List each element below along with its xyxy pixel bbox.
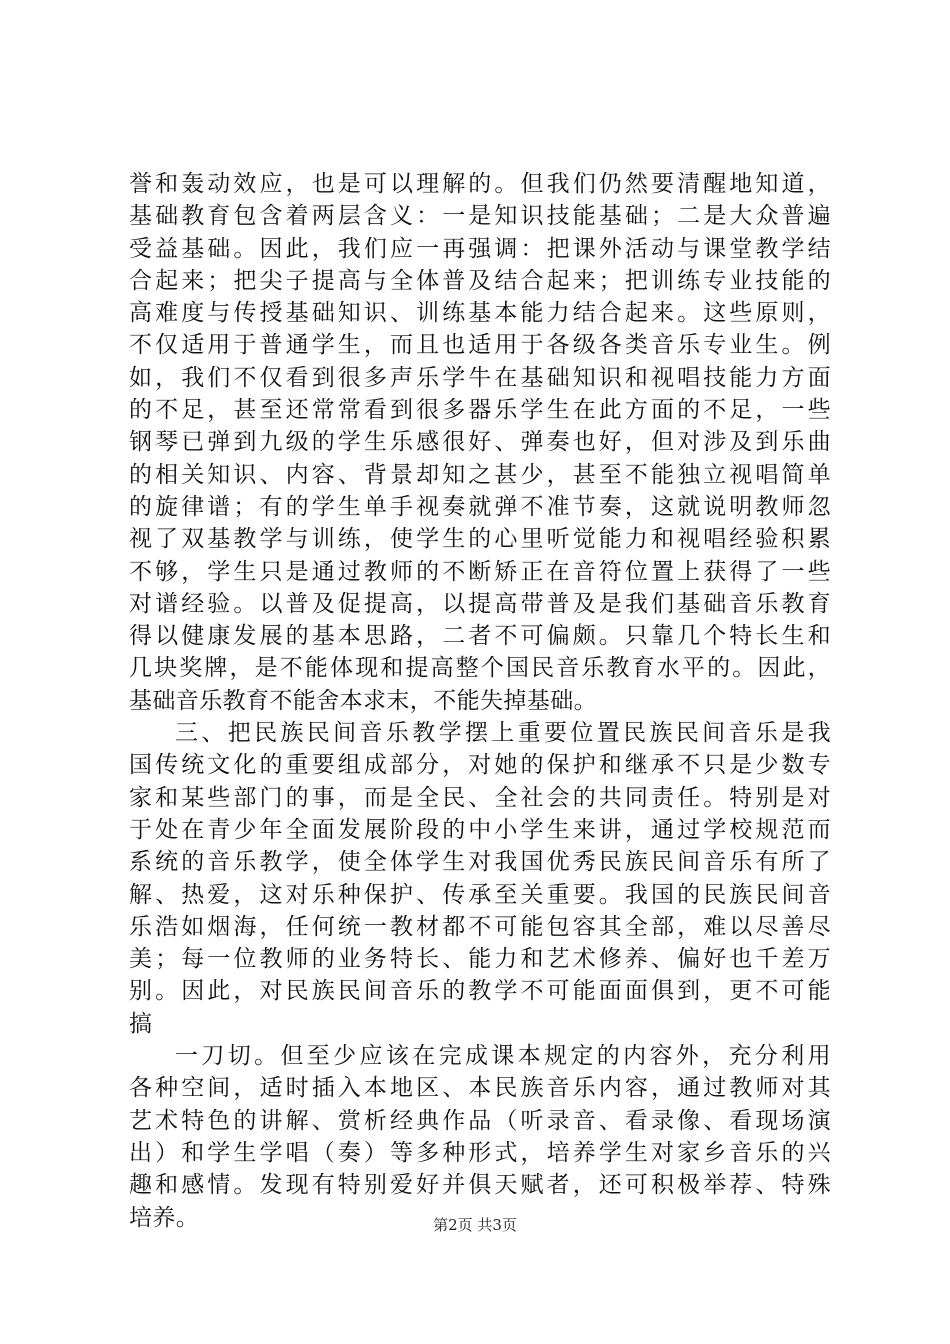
text-line: 几块奖牌，是不能体现和提高整个国民音乐教育水平的。因此， <box>129 655 831 682</box>
text-line: 视了双基教学与训练，使学生的心里听觉能力和视唱经验积累 <box>129 526 831 553</box>
text-line: 受益基础。因此，我们应一再强调：把课外活动与课堂教学结 <box>129 235 831 262</box>
text-line: 别。因此，对民族民间音乐的教学不可能面面俱到，更不可能 <box>129 978 831 1005</box>
text-line: 各种空间，适时插入本地区、本民族音乐内容，通过教师对其 <box>129 1075 831 1102</box>
body-text <box>129 168 831 1234</box>
text-line: 乐浩如烟海，任何统一教材都不可能包容其全部，难以尽善尽 <box>129 913 831 940</box>
text-line: 美；每一位教师的业务特长、能力和艺术修养、偏好也千差万 <box>129 946 831 973</box>
text-line: 不够，学生只是通过教师的不断矫正在音符位置上获得了一些 <box>129 558 831 585</box>
text-line: 的相关知识、内容、背景却知之甚少，甚至不能独立视唱简单 <box>129 461 831 488</box>
text-line: 艺术特色的讲解、赏析经典作品（听录音、看录像、看现场演 <box>129 1107 831 1134</box>
text-line: 高难度与传授基础知识、训练基本能力结合起来。这些原则， <box>129 300 831 327</box>
text-line: 的旋律谱；有的学生单手视奏就弹不准节奏，这就说明教师忽 <box>129 493 831 520</box>
text-line: 对谱经验。以普及促提高，以提高带普及是我们基础音乐教育 <box>129 590 831 617</box>
text-line: 解、热爱，这对乐种保护、传承至关重要。我国的民族民间音 <box>129 881 831 908</box>
page-footer: 第2页 共3页 <box>433 1216 517 1234</box>
text-line: 出）和学生学唱（奏）等多种形式，培养学生对家乡音乐的兴 <box>129 1139 831 1166</box>
text-line: 国传统文化的重要组成部分，对她的保护和继承不只是少数专 <box>129 752 831 779</box>
text-line: 誉和轰动效应，也是可以理解的。但我们仍然要清醒地知道， <box>129 171 831 197</box>
text-line: 得以健康发展的基本思路，二者不可偏颇。只靠几个特长生和 <box>129 623 831 650</box>
text-line: 不仅适用于普通学生，而且也适用于各级各类音乐专业生。例 <box>129 332 831 359</box>
text-line: 基础音乐教育不能舍本求末，不能失掉基础。 <box>129 687 597 714</box>
text-line: 的不足，甚至还常常看到很多器乐学生在此方面的不足，一些 <box>129 397 831 424</box>
section-heading-line: 三、把民族民间音乐教学摆上重要位置民族民间音乐是我 <box>175 720 831 747</box>
text-line: 合起来；把尖子提高与全体普及结合起来；把训练专业技能的 <box>129 267 831 294</box>
text-line: 于处在青少年全面发展阶段的中小学生来讲，通过学校规范而 <box>129 816 831 843</box>
text-line: 趣和感情。发现有特别爱好并俱天赋者，还可积极举荐、特殊 <box>129 1172 831 1199</box>
text-line: 搞 <box>129 1010 153 1037</box>
paragraph-start-line: 一刀切。但至少应该在完成课本规定的内容外，充分利用 <box>175 1043 831 1070</box>
text-line: 系统的音乐教学，使全体学生对我国优秀民族民间音乐有所了 <box>129 849 831 876</box>
text-line: 钢琴已弹到九级的学生乐感很好、弹奏也好，但对涉及到乐曲 <box>129 429 831 456</box>
text-line: 培养。 <box>129 1204 200 1231</box>
text-line: 家和某些部门的事，而是全民、全社会的共同责任。特别是对 <box>129 784 831 811</box>
text-line: 基础教育包含着两层含义：一是知识技能基础；二是大众普遍 <box>129 203 831 230</box>
text-line: 如，我们不仅看到很多声乐学牛在基础知识和视唱技能力方面 <box>129 364 831 391</box>
